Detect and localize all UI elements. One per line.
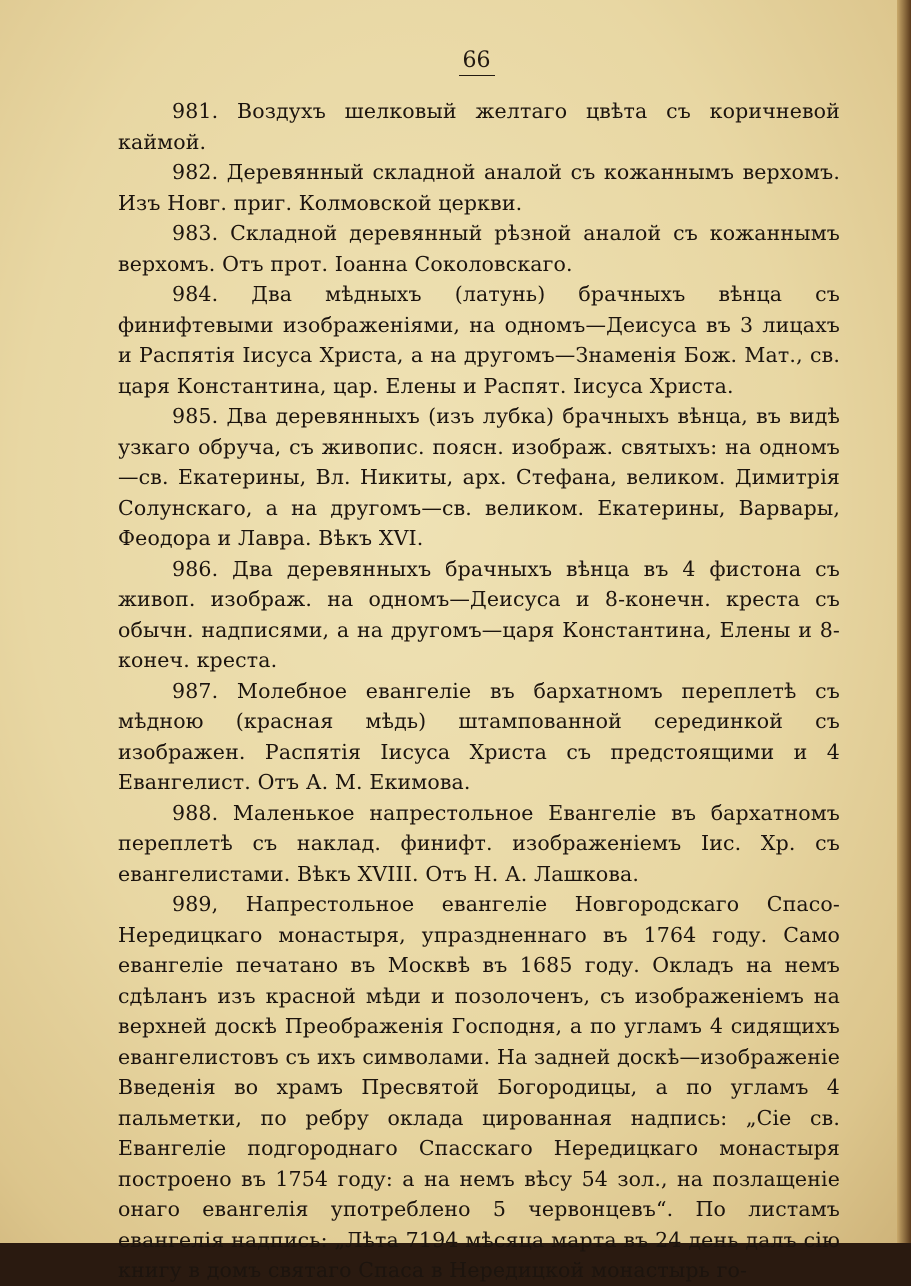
catalog-entry-988: 988. Маленькое напрестольное Евангеліе въ бархатномъ переплетѣ съ наклад. финифт. изображеніемъ Іис. Хр. съ евангелистами. Вѣкъ XVIII. Отъ Н. А. Лашкова. — [118, 800, 840, 886]
catalog-entry-984: 984. Два мѣдныхъ (латунь) брачныхъ вѣнца съ финифтевыми изображеніями, на одномъ—Деисуса въ 3 лицахъ и Распятія Іисуса Христа, а на другомъ—Знаменія Бож. Мат., св. царя Константина, цар. Елены и Распят. Іисуса Христа. — [118, 282, 840, 398]
catalog-entry-982: 982. Деревянный складной аналой съ кожаннымъ верхомъ. Изъ Новг. приг. Колмовской церкви. — [118, 160, 840, 215]
catalog-entry-983: 983. Складной деревянный рѣзной аналой съ кожаннымъ верхомъ. Отъ прот. Іоанна Соколовскаго. — [118, 221, 840, 276]
page-number: 66 — [0, 48, 911, 76]
catalog-text — [118, 96, 840, 1286]
catalog-entry-986: 986. Два деревянныхъ брачныхъ вѣнца въ 4 фистона съ живоп. изображ. на одномъ—Деисуса и 8-конечн. креста съ обычн. надписями, а на другомъ—царя Константина, Елены и 8-конеч. креста. — [118, 556, 840, 672]
catalog-entry-987: 987. Молебное евангеліе въ бархатномъ переплетѣ съ мѣдною (красная мѣдь) штампованной серединкой съ изображен. Распятія Іисуса Христа съ предстоящими и 4 Евангелист. Отъ А. М. Екимова. — [118, 678, 840, 794]
catalog-entry-985: 985. Два деревянныхъ (изъ лубка) брачныхъ вѣнца, въ видѣ узкаго обруча, съ живопис. поясн. изображ. святыхъ: на одномъ—св. Екатерины, Вл. Никиты, арх. Стефана, великом. Димитрія Солунскаго, а на другомъ—св. великом. Екатерины, Варвары, Феодора и Лавра. Вѣкъ XVI. — [118, 404, 840, 550]
page-edge-shadow — [897, 0, 911, 1243]
catalog-entry-989: 989, Напрестольное евангеліе Новгородскаго Спасо-Нередицкаго монастыря, упраздненнаго въ 1764 году. Само евангеліе печатано въ Москвѣ въ 1685 году. Окладъ на немъ сдѣланъ изъ красной мѣди и позолоченъ, съ изображеніемъ на верхней доскѣ Преображенія Господня, а по угламъ 4 сидящихъ евангелистовъ съ ихъ символами. На задней доскѣ—изображеніе Введенія во храмъ Пресвятой Богородицы, а по угламъ 4 пальметки, по ребру оклада цированная надпись: „Сіе св. Евангеліе подгороднаго Спасскаго Нередицкаго монастыря построено въ 1754 году: а на немъ вѣсу 54 зол., на позлащеніе онаго евангелія употреблено 5 червонцевъ“. По листамъ евангелія надпись: „Лѣта 7194 мѣсяца марта въ 24 день далъ сію книгу в домъ святаго Спаса в Нередицкой монастырь го- — [118, 892, 840, 1282]
catalog-entry-981: 981. Воздухъ шелковый желтаго цвѣта съ коричневой каймой. — [118, 99, 840, 154]
